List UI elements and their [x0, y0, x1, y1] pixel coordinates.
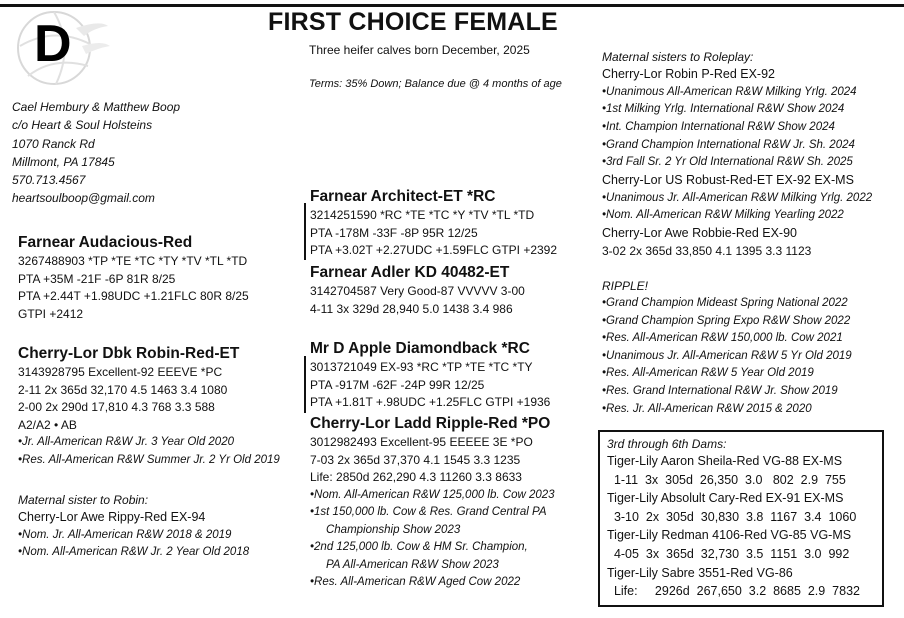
roleplay-heading: Maternal sisters to Roleplay: [602, 50, 754, 64]
sire-line: PTA +2.44T +1.98UDC +1.21FLC 80R 8/25 [18, 289, 249, 303]
ripple-honor: •Res. Jr. All-American R&W 2015 & 2020 [602, 402, 812, 415]
ripple-honor: •Res. Grand International R&W Jr. Show 2019 [602, 384, 838, 397]
granddam-line: 7-03 2x 365d 37,370 4.1 1545 3.3 1235 [310, 452, 521, 467]
dam-line: A2/A2 • AB [18, 417, 77, 432]
dams-box-line: Life: 2926d 267,650 3.2 8685 2.9 7832 [607, 584, 860, 599]
consignor-city: Millmont, PA 17845 [12, 154, 115, 169]
dam-honor: •Jr. All-American R&W Jr. 3 Year Old 2020 [18, 436, 234, 448]
dam-line: 2-11 2x 365d 32,170 4.5 1463 3.4 1080 [18, 382, 228, 397]
sister-honor: •1st Milking Yrlg. International R&W Show 2024 [602, 103, 845, 116]
consignor-farm: c/o Heart & Soul Holsteins [12, 118, 153, 133]
dams-box-line: 3-10 2x 305d 30,830 3.8 1167 3.4 1060 [607, 509, 857, 524]
mgs-line: PTA -178M -33F -8P 95R 12/25 [310, 225, 478, 240]
robin-sister-block [18, 492, 249, 562]
granddam-honor: •1st 150,000 lb. Cow & Res. Grand Central PA [310, 506, 547, 519]
ripple-honor: •Grand Champion Mideast Spring National 2022 [602, 297, 848, 309]
mggs-line: PTA -917M -62F -24P 99R 12/25 [310, 377, 485, 392]
granddam-honor: Championship Show 2023 [310, 523, 461, 536]
dams-box-line: 4-05 3x 365d 32,730 3.5 1151 3.0 992 [607, 546, 850, 561]
sire-name: Farnear Audacious-Red [18, 234, 193, 251]
page-title: FIRST CHOICE FEMALE [268, 8, 558, 36]
dam-line: 3143928795 Excellent-92 EEEVE *PC [18, 365, 223, 379]
consignor-name: Cael Hembury & Matthew Boop [12, 100, 181, 114]
mggs-line: 3013721049 EX-93 *RC *TP *TE *TC *TY [310, 360, 533, 374]
dam-block [18, 344, 280, 469]
robin-sister-name: Cherry-Lor Awe Rippy-Red EX-94 [18, 510, 206, 524]
sister-honor: •Int. Champion International R&W Show 2024 [602, 120, 835, 133]
ripple-block [602, 278, 852, 418]
mggs-line: PTA +1.81T +.98UDC +1.25FLC GTPI +1936 [310, 395, 551, 409]
robin-sister-honor: •Nom. Jr. All-American R&W 2018 & 2019 [18, 528, 232, 541]
mgs-block [310, 187, 557, 260]
ripple-honor: •Grand Champion Spring Expo R&W Show 2022 [602, 314, 851, 327]
dam-line: 2-00 2x 290d 17,810 4.3 768 3.3 588 [18, 400, 215, 414]
mgs-line: PTA +3.02T +2.27UDC +1.59FLC GTPI +2392 [310, 243, 558, 257]
mgs-dam-name: Farnear Adler KD 40482-ET [310, 264, 510, 281]
granddam-honor: •2nd 125,000 lb. Cow & HM Sr. Champion, [310, 541, 528, 554]
sire-line: PTA +35M -21F -6P 81R 8/25 [18, 271, 176, 286]
sister-honor: •Unanimous All-American R&W Milking Yrlg. 2024 [602, 85, 857, 98]
granddam-honor: •Nom. All-American R&W 125,000 lb. Cow 2023 [310, 488, 555, 501]
ripple-honor: •Res. All-American R&W 150,000 lb. Cow 2021 [602, 332, 843, 345]
granddam-block [310, 414, 555, 592]
sister-honor: •Nom. All-American R&W Milking Yearling 2022 [602, 209, 844, 222]
granddam-honor: •Res. All-American R&W Aged Cow 2022 [310, 576, 521, 589]
pedigree-bracket [304, 356, 306, 413]
subtitle: Three heifer calves born December, 2025 [309, 43, 530, 57]
dam-name: Cherry-Lor Dbk Robin-Red-ET [18, 345, 240, 362]
consignor-phone: 570.713.4567 [12, 173, 86, 188]
mgs-dam-line: 4-11 3x 329d 28,940 5.0 1438 3.4 986 [310, 301, 513, 316]
pedigree-bracket [304, 203, 306, 260]
dams-box-heading: 3rd through 6th Dams: [607, 437, 727, 451]
granddam-line: Life: 2850d 262,290 4.3 11260 3.3 8633 [310, 470, 522, 484]
top-rule [0, 4, 904, 7]
sire-block [18, 233, 249, 323]
dams-box-line: Tiger-Lily Redman 4106-Red VG-85 VG-MS [607, 528, 852, 543]
consignor-email: heartsoulboop@gmail.com [12, 191, 155, 206]
mggs-block [310, 339, 550, 412]
sister-honor: •Grand Champion International R&W Jr. Sh. 2024 [602, 138, 855, 151]
sister-name: Cherry-Lor Awe Robbie-Red EX-90 [602, 225, 798, 240]
dams-box [598, 430, 884, 607]
mgs-dam-block [310, 263, 525, 318]
robin-sister-heading: Maternal sister to Robin: [18, 493, 149, 507]
consignor-contact [12, 98, 180, 208]
sister-honor: •3rd Fall Sr. 2 Yr Old International R&W Sh. 2025 [602, 156, 853, 169]
sire-line: 3267488903 *TP *TE *TC *TY *TV *TL *TD [18, 254, 248, 268]
consignor-street: 1070 Ranck Rd [12, 136, 95, 151]
robin-sister-honor: •Nom. All-American R&W Jr. 2 Year Old 2018 [18, 546, 250, 559]
mgs-name: Farnear Architect-ET *RC [310, 188, 496, 205]
mgs-dam-line: 3142704587 Very Good-87 VVVVV 3-00 [310, 284, 525, 298]
dams-box-line: Tiger-Lily Aaron Sheila-Red VG-88 EX-MS [607, 454, 843, 468]
sister-record: 3-02 2x 365d 33,850 4.1 1395 3.3 1123 [602, 243, 812, 258]
mggs-name: Mr D Apple Diamondback *RC [310, 340, 530, 357]
dams-box-line: Tiger-Lily Absolult Cary-Red EX-91 EX-MS [607, 491, 844, 506]
dam-honor: •Res. All-American R&W Summer Jr. 2 Yr Old 2019 [18, 453, 280, 466]
sister-honor: •Unanimous Jr. All-American R&W Milking Yrlg. 2022 [602, 191, 873, 204]
sister-name: Cherry-Lor Robin P-Red EX-92 [602, 67, 775, 81]
granddam-name: Cherry-Lor Ladd Ripple-Red *PO [310, 415, 551, 432]
sister-name: Cherry-Lor US Robust-Red-ET EX-92 EX-MS [602, 172, 854, 187]
lot-letter: D [34, 15, 72, 73]
ripple-honor: •Unanimous Jr. All-American R&W 5 Yr Old 2019 [602, 349, 852, 362]
mgs-line: 3214251590 *RC *TE *TC *Y *TV *TL *TD [310, 208, 535, 222]
granddam-honor: PA All-American R&W Show 2023 [310, 558, 499, 571]
ripple-honor: •Res. All-American R&W 5 Year Old 2019 [602, 367, 814, 380]
ripple-heading: RIPPLE! [602, 279, 649, 293]
sale-terms: Terms: 35% Down; Balance due @ 4 months of age [309, 78, 562, 90]
sire-line: GTPI +2412 [18, 306, 84, 321]
roleplay-sisters-block [602, 49, 872, 260]
dams-box-line: Tiger-Lily Sabre 3551-Red VG-86 [607, 565, 793, 580]
dams-box-line: 1-11 3x 305d 26,350 3.0 802 2.9 755 [607, 472, 846, 487]
granddam-line: 3012982493 Excellent-95 EEEEE 3E *PO [310, 435, 533, 449]
